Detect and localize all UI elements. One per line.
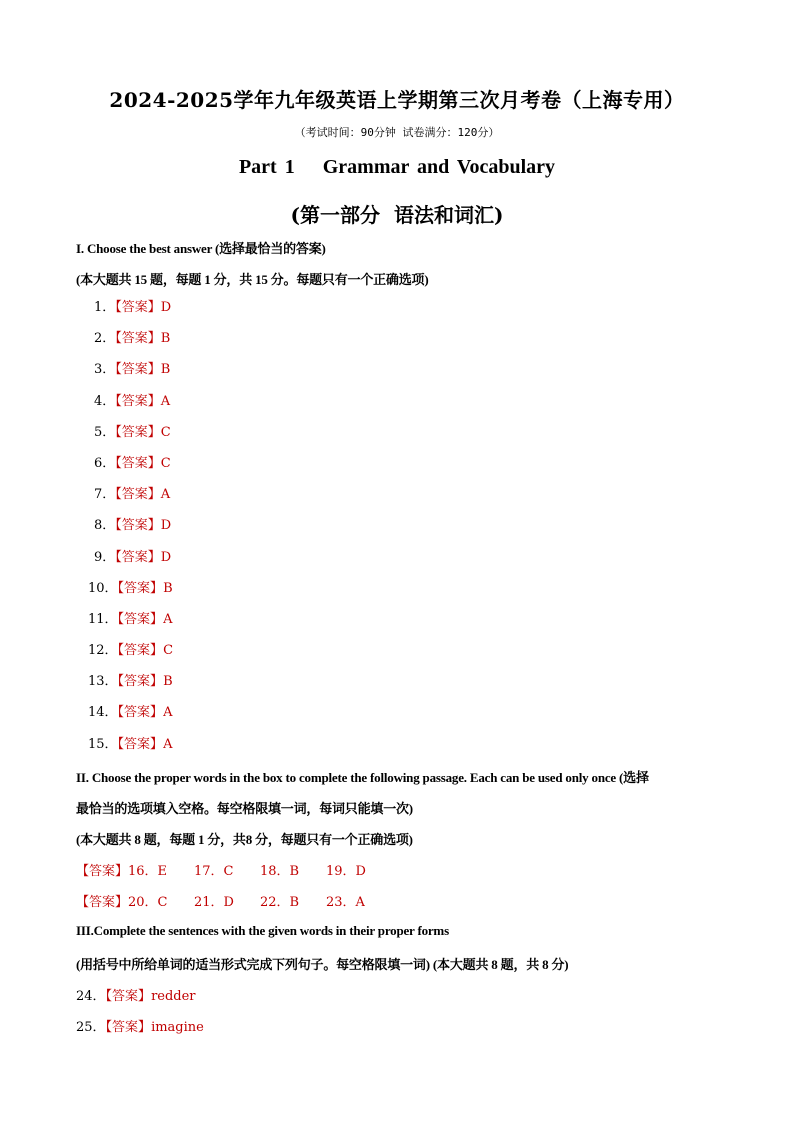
answer-item: 13．【答案】B bbox=[88, 674, 173, 690]
answer-item: 24．【答案】redder bbox=[76, 989, 196, 1004]
part-heading-cn bbox=[0, 199, 794, 228]
answer-item: 12．【答案】C bbox=[88, 643, 174, 659]
answer-item: 4．【答案】A bbox=[94, 393, 171, 409]
part-name: Grammar and Vocabulary bbox=[322, 156, 556, 178]
section1-note: (本大题共 15 题，每题 1 分，共 15 分。每题只有一个正确选项) bbox=[76, 272, 429, 287]
answer-item: 1．【答案】D bbox=[94, 300, 172, 315]
answer-item: 14．【答案】A bbox=[88, 705, 173, 721]
answer-item: 15．【答案】A bbox=[88, 736, 173, 752]
section2-answer-row: 【答案】20．C 21．D 22．B 23．A bbox=[76, 891, 392, 910]
section2-answer-row: 【答案】16．E 17．C 18．B 19．D bbox=[76, 860, 392, 879]
section1-answer-list bbox=[88, 298, 174, 766]
answer-item: 17．C bbox=[194, 864, 234, 879]
section3-heading: III.Complete the sentences with the given words in their proper forms bbox=[76, 923, 449, 938]
section3-note: (用括号中所给单词的适当形式完成下列句子。每空格限填一词) (本大题共 8 题，共 8 分) bbox=[76, 957, 569, 972]
answer-item: 19．D bbox=[326, 864, 366, 879]
answer-item: 11．【答案】A bbox=[88, 611, 173, 627]
answer-item: 5．【答案】C bbox=[94, 424, 171, 440]
section2-heading-line1: II. Choose the proper words in the box to complete the following passage. Each can be used only once (选择 bbox=[76, 770, 649, 785]
answer-item: 9．【答案】D bbox=[94, 549, 172, 565]
part-cn-label: (第一部分 bbox=[290, 203, 380, 227]
answer-item: 10．【答案】B bbox=[88, 580, 173, 596]
part-label: Part 1 bbox=[238, 156, 295, 178]
section1-heading: I. Choose the best answer (选择最恰当的答案) bbox=[76, 241, 326, 256]
part-heading bbox=[0, 156, 794, 179]
answer-item: 2．【答案】B bbox=[94, 331, 171, 347]
part-cn-name: 语法和词汇) bbox=[394, 203, 504, 227]
answer-item: 22．B bbox=[260, 895, 300, 910]
answer-item: 3．【答案】B bbox=[94, 362, 171, 378]
answer-item: 18．B bbox=[260, 864, 300, 879]
answer-item: 16．E bbox=[128, 864, 168, 879]
answer-item: 20．C bbox=[128, 895, 168, 910]
section2-heading-line2: 最恰当的选项填入空格。每空格限填一词，每词只能填一次) bbox=[76, 801, 413, 816]
answer-item: 8．【答案】D bbox=[94, 518, 172, 534]
answer-item: 23．A bbox=[326, 895, 365, 910]
answer-item: 7．【答案】A bbox=[94, 487, 171, 503]
section2-note: (本大题共 8 题，每题 1 分，共8 分，每题只有一个正确选项) bbox=[76, 832, 413, 847]
exam-title: 2024-2025学年九年级英语上学期第三次月考卷（上海专用） bbox=[109, 88, 685, 112]
answer-item: 25．【答案】imagine bbox=[76, 1020, 204, 1035]
exam-subtitle: （考试时间：90分钟 试卷满分：120分） bbox=[294, 126, 500, 139]
answer-item: 21．D bbox=[194, 895, 234, 910]
answer-item: 6．【答案】C bbox=[94, 455, 171, 471]
